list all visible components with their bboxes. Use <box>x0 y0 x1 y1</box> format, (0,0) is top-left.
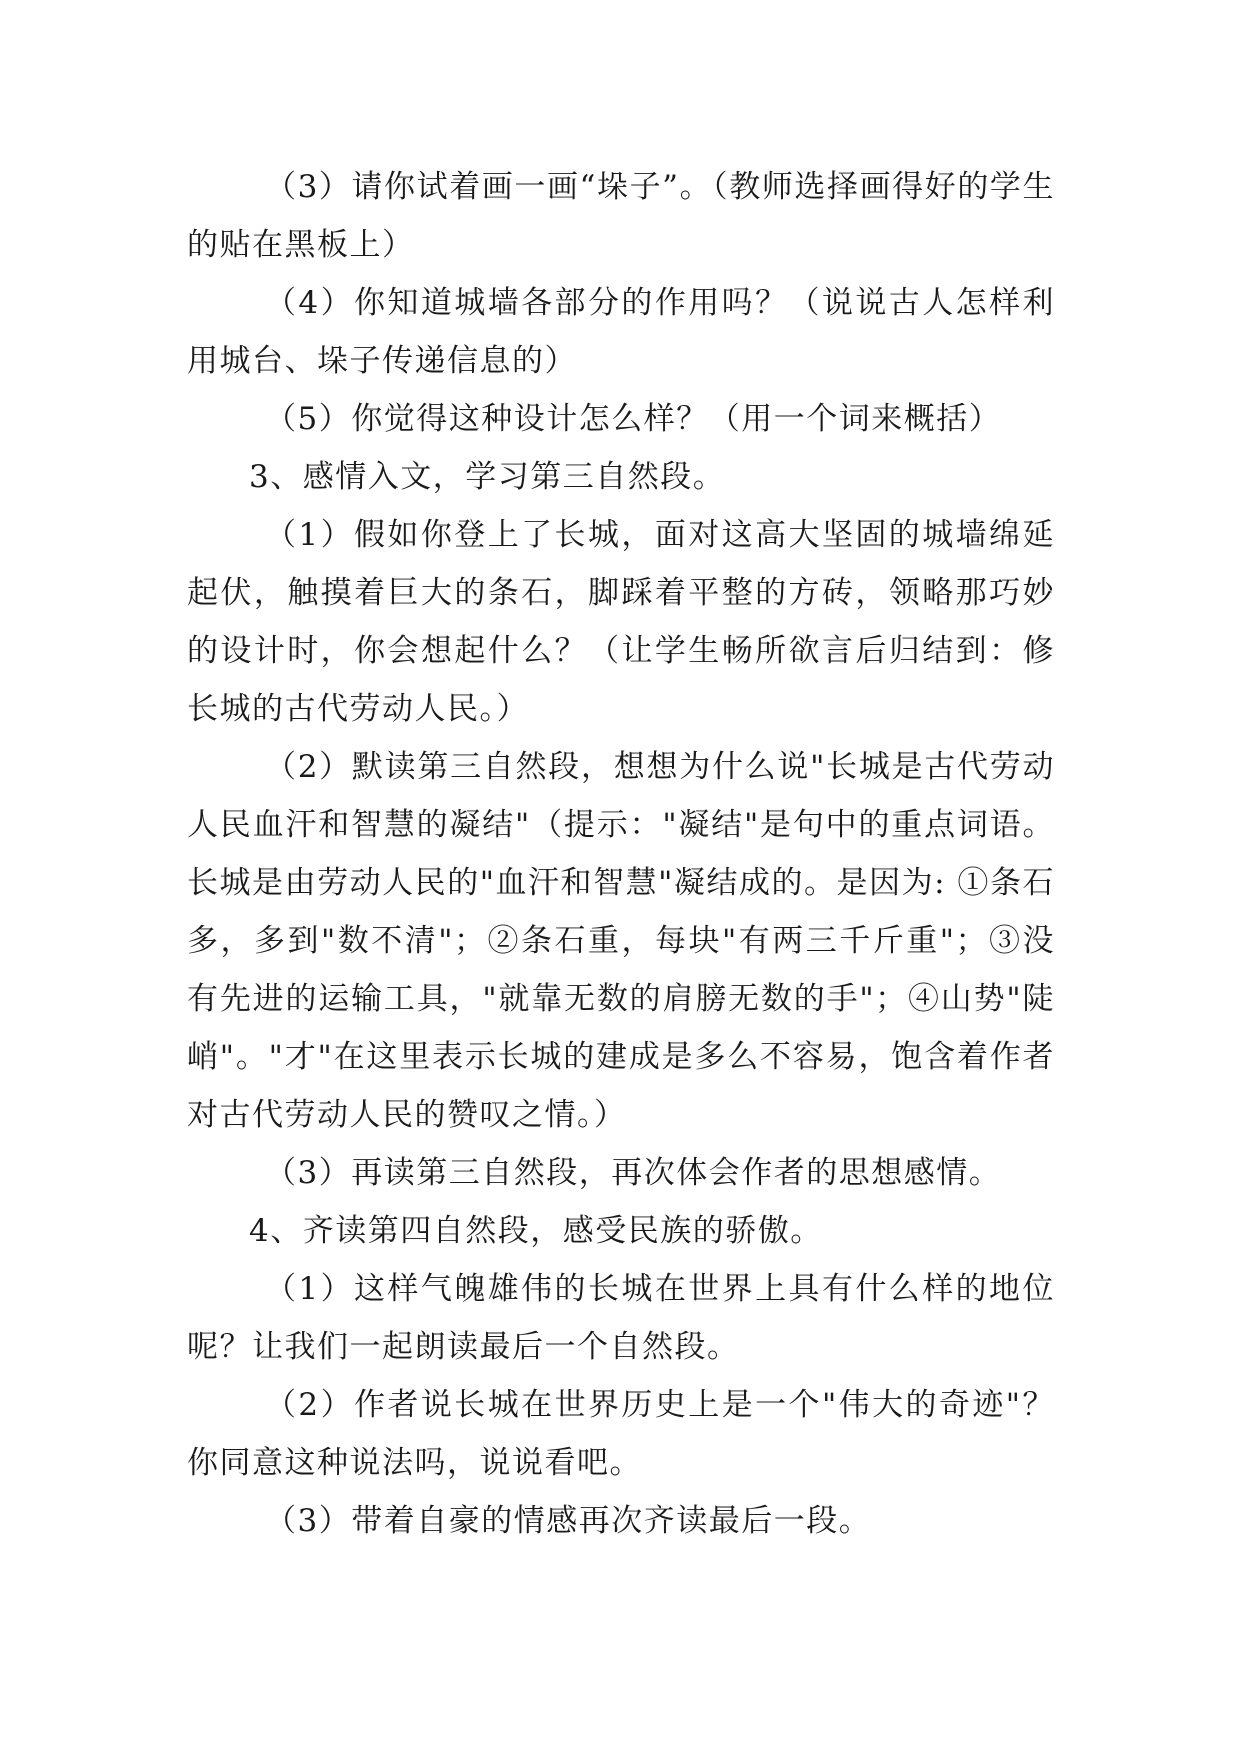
paragraph-world-status: （1）这样气魄雄伟的长城在世界上具有什么样的地位呢？让我们一起朗读最后一个自然段。 <box>187 1271 1055 1365</box>
paragraph-read-section-3: （2）默读第三自然段，想想为什么说"长城是古代劳动人民血汗和智慧的凝结"（提示："凝结"是句中的重点词语。长城是由劳动人民的"血汗和智慧"凝结成的。是因为: ①条石多，多到"数不清"；②条石重，每块"有两三千斤重"；③没有先进的运输工具，"就靠无数的肩膀无数的手"；④山势"陡峭"。"才"在这里表示长城的建成是多么不容易，饱含着作者对古代劳动人民的赞叹之情。） <box>187 749 1055 1133</box>
paragraph-read-with-pride: （3）带着自豪的情感再次齐读最后一段。 <box>265 1503 872 1539</box>
heading-section-4: 4、齐读第四自然段，感受民族的骄傲。 <box>249 1213 823 1249</box>
paragraph-design-opinion: （5）你觉得这种设计怎么样？（用一个词来概括） <box>265 401 1002 437</box>
heading-section-3: 3、感情入文，学习第三自然段。 <box>249 459 726 495</box>
paragraph-wall-functions: （4）你知道城墙各部分的作用吗？（说说古人怎样利用城台、垛子传递信息的） <box>187 285 1055 379</box>
paragraph-draw-duozi: （3）请你试着画一画“垛子”。（教师选择画得好的学生的贴在黑板上） <box>187 169 1055 263</box>
paragraph-great-miracle: （2）作者说长城在世界历史上是一个"伟大的奇迹"？你同意这种说法吗，说说看吧。 <box>187 1387 1055 1481</box>
paragraph-imagine-great-wall: （1）假如你登上了长城，面对这高大坚固的城墙绵延起伏，触摸着巨大的条石，脚踩着平整的方砖，领略那巧妙的设计时，你会想起什么？（让学生畅所欲言后归结到：修长城的古代劳动人民。） <box>187 517 1055 727</box>
document-body <box>187 158 1055 1550</box>
paragraph-reread-section-3: （3）再读第三自然段，再次体会作者的思想感情。 <box>265 1155 1002 1191</box>
